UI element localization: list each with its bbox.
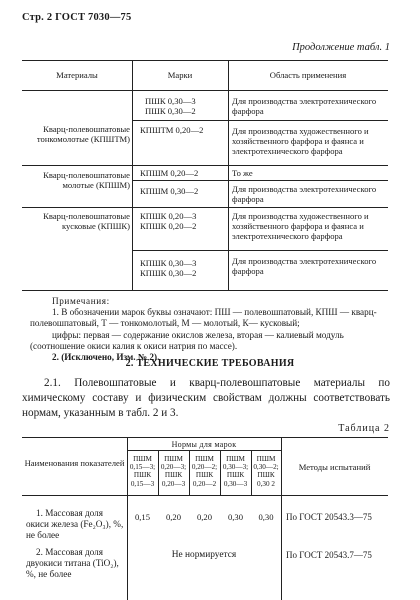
- table1-continuation: Продолжение табл. 1: [292, 42, 390, 53]
- table1-header-materials: Материалы: [56, 70, 98, 80]
- table2-row1-value-3: 0,20: [196, 512, 213, 522]
- mark-kpshk-030-2: КПШК 0,30—2: [140, 268, 197, 278]
- grade-col-3: ПШМ 0,20—2; ПШК 0,20—2: [191, 455, 218, 488]
- page-header: Стр. 2 ГОСТ 7030—75: [22, 12, 132, 23]
- section-2-paragraph: 2.1. Полевошпатовые и кварц-полевошпатовые материалы по химическому составу и физическим свойствам должны соответствовать нормам, указанным в табл. 2 и 3.: [22, 377, 390, 419]
- grade-col-1: ПШМ 0,15—3; ПШК 0,15—3: [129, 455, 156, 488]
- table2-row1-value-4: 0,30: [227, 512, 244, 522]
- table2-row2-norm-text: Не нормируется: [171, 550, 237, 560]
- table2-caption: Таблица 2: [338, 423, 390, 434]
- grade-col-5: ПШМ 0,30—2; ПШК 0,30 2: [253, 455, 279, 488]
- notes-title: Примечания:: [52, 296, 110, 306]
- note-1-part-a: 1. В обозначении марок буквы означают: ПШ — полевошпатовый, КПШ — кварц-полевошпатовый, Т — тонкомолотый, М — молотый, К— кусковый;: [30, 307, 377, 329]
- table2-row1-name: 1. Массовая доля окиси железа (Fe₂O₃), %, не более: [26, 508, 124, 541]
- table2-row2-method: По ГОСТ 20543.7—75: [286, 550, 372, 560]
- table1-header-area: Область применения: [269, 70, 347, 80]
- grade-col-2: ПШМ 0,20—3; ПШК 0,20—3: [160, 455, 187, 488]
- note-1-part-b: цифры: первая — содержание окислов железа, вторая — калиевый модуль (соотношение окиси калия к окиси натрия по массе).: [30, 329, 344, 351]
- table2-row1-value-2: 0,20: [165, 512, 182, 522]
- mark-kpshk-020-2: КПШК 0,20—2: [140, 221, 197, 231]
- area-electrotech-1: Для производства электротехнического фарфора: [232, 96, 377, 116]
- table2-row2-name: 2. Массовая доля двуокиси титана (TiO₂), %, не более: [26, 547, 119, 580]
- area-electrotech-2: Для производства электротехнического фарфора: [232, 184, 377, 204]
- section-2-title: 2. ТЕХНИЧЕСКИЕ ТРЕБОВАНИЯ: [125, 358, 295, 369]
- area-electrotech-3: Для производства электротехнического фарфора: [232, 256, 377, 276]
- material-kpshm: Кварц-полевошпатовые молотые (КПШМ): [43, 170, 130, 190]
- mark-kpshk-030-3: КПШК 0,30—3: [140, 258, 197, 268]
- mark-kpshtm-020-2: КПШТМ 0,20—2: [140, 125, 204, 135]
- table2-row1-value-5: 0,30: [258, 512, 274, 522]
- grade-col-4: ПШМ 0,30—3; ПШК 0,30—3: [222, 455, 249, 488]
- table2-row1-value-1: 0,15: [134, 512, 151, 522]
- note-2: 2. (Исключено, Изм. № 2).: [52, 352, 160, 363]
- table2-header-methods: Методы испытаний: [298, 462, 371, 472]
- mark-kpshk-020-3: КПШК 0,20—3: [140, 211, 197, 221]
- area-artistic-2: Для производства художественного и хозяйственного фарфора и фаянса и электротехнического фарфора: [232, 211, 369, 241]
- table2-row1-method: По ГОСТ 20543.3—75: [286, 512, 372, 522]
- table1-header-marks: Марки: [167, 70, 193, 80]
- mark-pshk-030-2: ПШК 0,30—2: [145, 106, 196, 116]
- notes: [30, 296, 390, 363]
- mark-kpshm-020-2: КПШМ 0,20—2: [140, 168, 199, 178]
- mark-pshk-030-3: ПШК 0,30—3: [145, 96, 196, 106]
- material-kpshtm: Кварц-полевошпатовые тонкомолотые (КПШТМ): [36, 124, 130, 144]
- table2-header-name: Наименования показателей: [24, 458, 125, 468]
- material-kpshk: Кварц-полевошпатовые кусковые (КПШК): [43, 211, 130, 231]
- area-artistic-1: Для производства художественного и хозяйственного фарфора и фаянса и электротехнического фарфора: [232, 126, 369, 156]
- table2-header-norms: Нормы для марок: [171, 440, 237, 449]
- area-same: То же: [232, 168, 253, 178]
- mark-kpshm-030-2: КПШМ 0,30—2: [140, 186, 199, 196]
